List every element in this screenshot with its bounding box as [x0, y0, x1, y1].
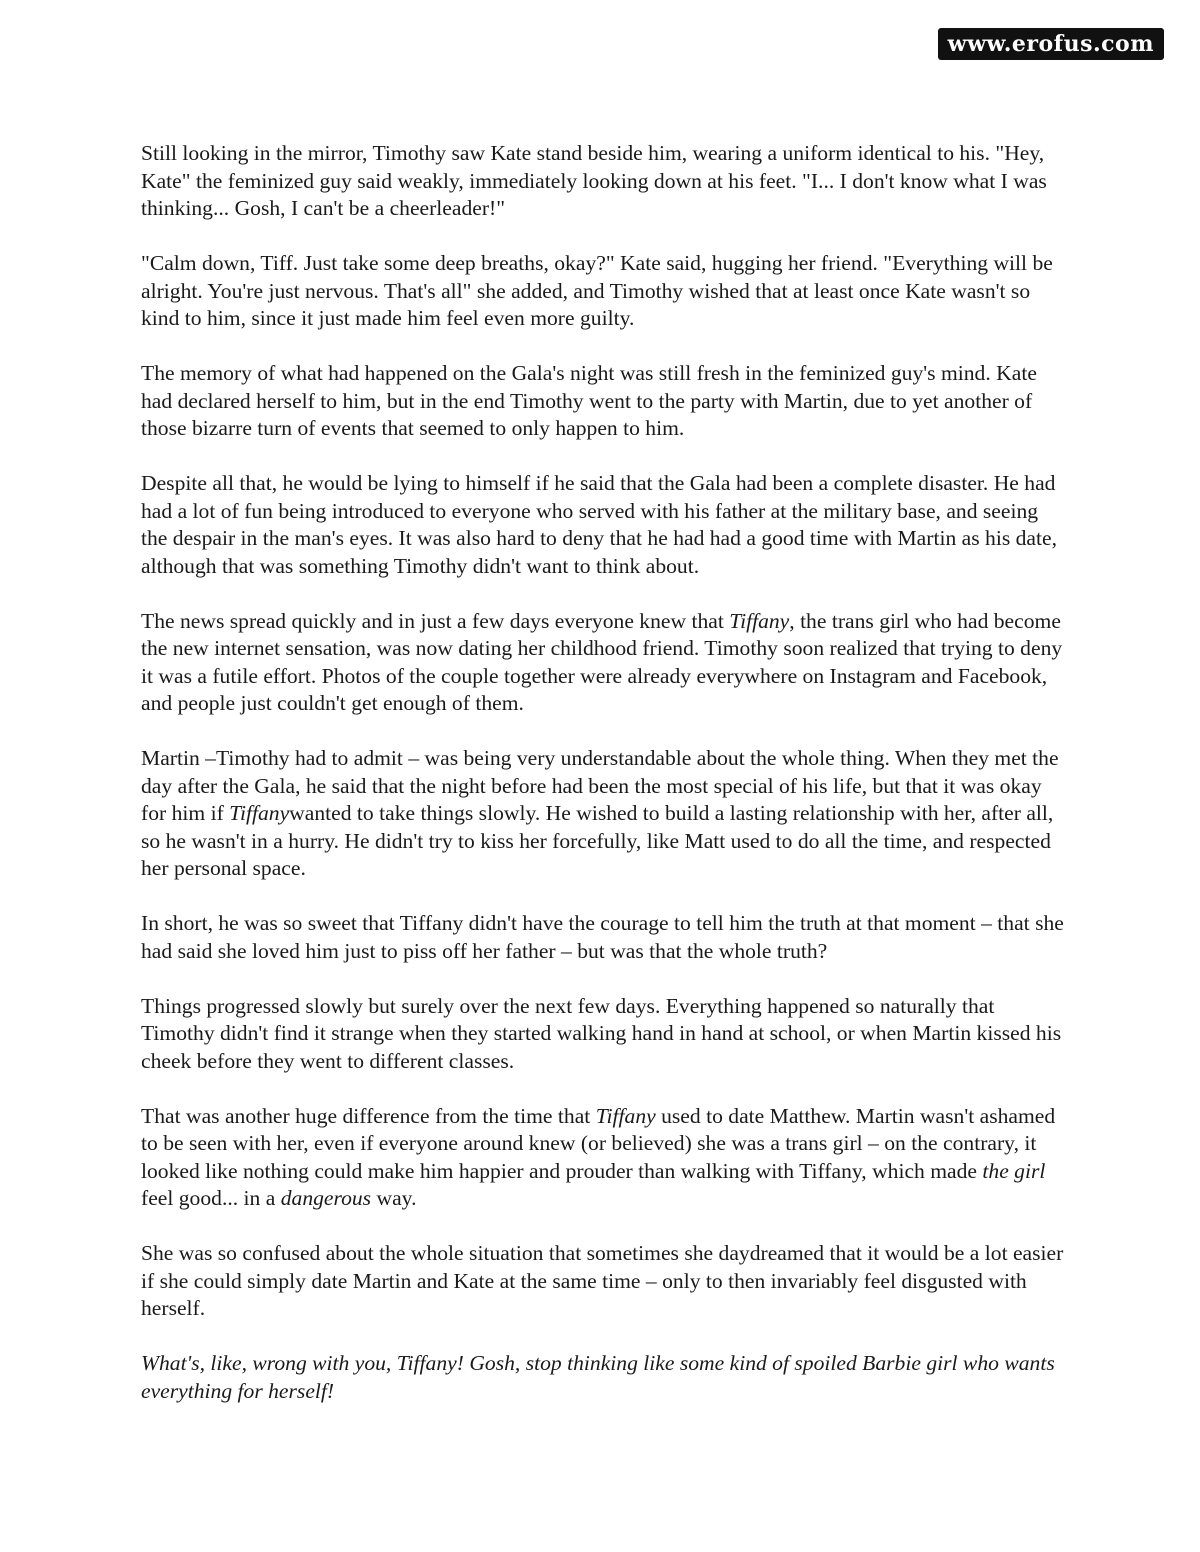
text-run: , the trans girl who had become the new internet sensation, was now dating her childhood friend. Timothy soon realized that trying to deny it was a futile effort. Photos of the couple together were already everywhere on Instagram and Facebook, and people just couldn't get enough of them.: [141, 608, 1063, 715]
paragraph-6: [141, 745, 1066, 883]
text-run: Martin –Timothy had to admit – was being very understandable about the whole thing. When they met the day after the Gala, he said that the night before had been the most special of his life, but that it was okay for him if: [141, 746, 1059, 825]
site-watermark: www.erofus.com: [938, 28, 1164, 60]
emphasis-text: Tiffany: [595, 1103, 656, 1128]
paragraph-9: [141, 1103, 1066, 1213]
text-run: way.: [371, 1186, 417, 1210]
text-run: feel good... in a: [141, 1186, 281, 1210]
emphasis-text: the girl: [982, 1158, 1046, 1183]
text-run: wanted to take things slowly. He wished to build a lasting relationship with her, after all, so he wasn't in a hurry. He didn't try to kiss her forcefully, like Matt used to do all the time, and respected her personal space.: [141, 801, 1054, 880]
paragraph-1: Still looking in the mirror, Timothy saw Kate stand beside him, wearing a uniform identical to his. "Hey, Kate" the feminized guy said weakly, immediately looking down at his feet. "I... I don't know what I was thinking... Gosh, I can't be a cheerleader!": [141, 141, 1047, 220]
paragraph-7: In short, he was so sweet that Tiffany didn't have the courage to tell him the truth at that moment – that she had said she loved him just to piss off her father – but was that the whole truth?: [141, 911, 1064, 963]
paragraph-4: Despite all that, he would be lying to himself if he said that the Gala had been a complete disaster. He had had a lot of fun being introduced to everyone who served with his father at the military base, and seeing the despair in the man's eyes. It was also hard to deny that he had had a good time with Martin as his date, although that was something Timothy didn't want to think about.: [141, 471, 1057, 578]
text-run: The news spread quickly and in just a few days everyone knew that: [141, 608, 730, 633]
emphasis-text: Tiffany: [229, 801, 290, 825]
paragraph-11-inner-thought: What's, like, wrong with you, Tiffany! Gosh, stop thinking like some kind of spoiled Barbie girl who wants everything for herself!: [141, 1351, 1055, 1403]
document-body: [141, 140, 1066, 1433]
text-run: used to date Matthew. Martin wasn't ashamed to be seen with her, even if everyone around knew (or believed) she was a trans girl – on the contrary, it looked like nothing could make him happier and prouder than walking with Tiffany, which made: [141, 1103, 1056, 1183]
paragraph-10: She was so confused about the whole situation that sometimes she daydreamed that it would be a lot easier if she could simply date Martin and Kate at the same time – only to then invariably feel disgusted with herself.: [141, 1241, 1064, 1320]
emphasis-text: dangerous: [280, 1186, 372, 1210]
paragraph-5: [141, 608, 1066, 718]
emphasis-text: Tiffany: [729, 608, 790, 633]
paragraph-3: The memory of what had happened on the Gala's night was still fresh in the feminized guy's mind. Kate had declared herself to him, but in the end Timothy went to the party with Martin, due to yet another of those bizarre turn of events that seemed to only happen to him.: [141, 361, 1037, 440]
text-run: That was another huge difference from the time that: [141, 1103, 596, 1128]
paragraph-2: "Calm down, Tiff. Just take some deep breaths, okay?" Kate said, hugging her friend. "Everything will be alright. You're just nervous. That's all" she added, and Timothy wished that at least once Kate wasn't so kind to him, since it just made him feel even more guilty.: [141, 251, 1053, 330]
paragraph-8: Things progressed slowly but surely over the next few days. Everything happened so naturally that Timothy didn't find it strange when they started walking hand in hand at school, or when Martin kissed his cheek before they went to different classes.: [141, 993, 1062, 1073]
